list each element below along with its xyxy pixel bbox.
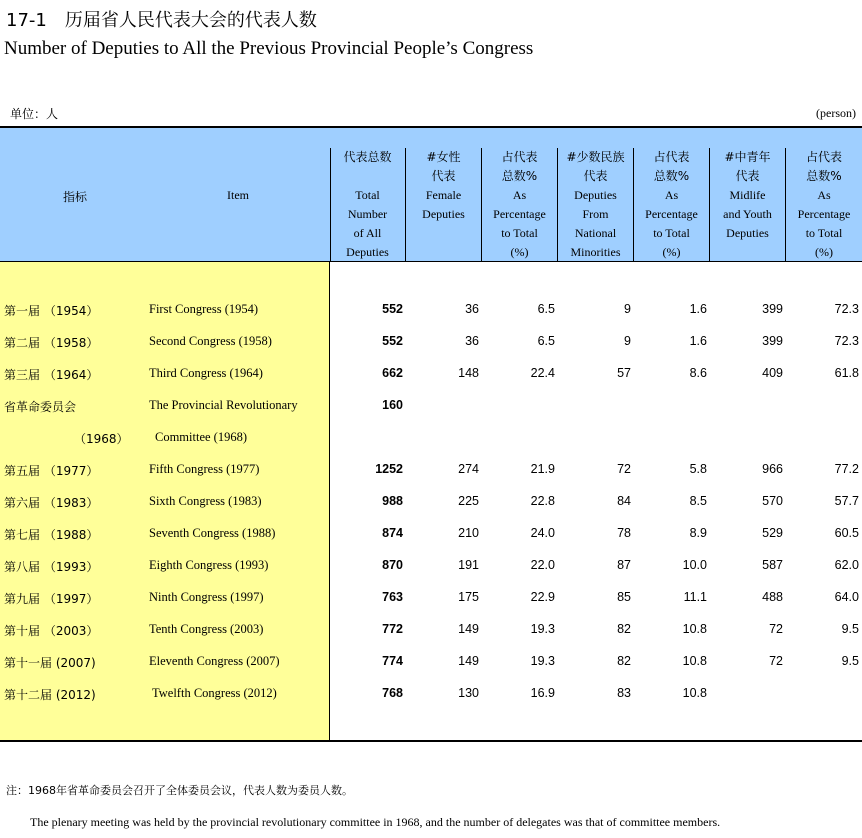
header-col-youth-pct-en: As Percentage to Total (%) bbox=[797, 188, 851, 259]
cell-minority: 87 bbox=[617, 558, 631, 572]
cell-female-pct: 19.3 bbox=[530, 622, 555, 636]
table-row bbox=[0, 398, 862, 418]
row-label-en: Third Congress (1964) bbox=[149, 366, 263, 380]
cell-female: 149 bbox=[458, 654, 479, 668]
row-label-cn: 第十一届 (2007) bbox=[4, 656, 96, 670]
cell-female-pct: 22.4 bbox=[530, 366, 555, 380]
cell-minority: 72 bbox=[617, 462, 631, 476]
cell-total: 1252 bbox=[375, 462, 403, 476]
note-en: The plenary meeting was held by the provincial revolutionary committee in 1968, and the number of delegates was that of committee members. bbox=[30, 815, 721, 829]
cell-youth: 399 bbox=[762, 334, 783, 348]
header-col-female-pct-cn: 占代表 总数% bbox=[501, 150, 538, 183]
row-label-cn: 第七届 （1988） bbox=[4, 528, 99, 542]
cell-minority: 82 bbox=[617, 622, 631, 636]
title-en: Number of Deputies to All the Previous Provincial People’s Congress bbox=[4, 38, 534, 59]
row-label-cn: 第三届 （1964） bbox=[4, 368, 99, 382]
cell-female: 210 bbox=[458, 526, 479, 540]
cell-total: 768 bbox=[382, 686, 403, 700]
header-col-youth-en: Midlife and Youth Deputies bbox=[723, 188, 772, 240]
unit-en: (person) bbox=[816, 106, 856, 120]
cell-female-pct: 22.8 bbox=[530, 494, 555, 508]
cell-youth: 409 bbox=[762, 366, 783, 380]
cell-minority-pct: 8.5 bbox=[689, 494, 707, 508]
row-label-cn: 第六届 （1983） bbox=[4, 496, 99, 510]
cell-female: 191 bbox=[458, 558, 479, 572]
cell-youth-pct: 60.5 bbox=[834, 526, 859, 540]
table-row bbox=[0, 366, 862, 386]
cell-youth-pct: 62.0 bbox=[834, 558, 859, 572]
table-row bbox=[0, 558, 862, 578]
cell-minority-pct: 1.6 bbox=[689, 334, 707, 348]
header-col-minority-en: Deputies From National Minorities bbox=[570, 188, 621, 259]
cell-youth-pct: 77.2 bbox=[834, 462, 859, 476]
cell-minority: 9 bbox=[624, 334, 631, 348]
cell-youth-pct: 9.5 bbox=[841, 654, 859, 668]
header-col-total bbox=[330, 148, 405, 262]
row-label-en: Seventh Congress (1988) bbox=[149, 526, 276, 540]
header-col-minority bbox=[558, 148, 633, 262]
cell-minority: 78 bbox=[617, 526, 631, 540]
row-label-en: Committee (1968) bbox=[155, 430, 247, 444]
cell-minority: 57 bbox=[617, 366, 631, 380]
cell-female: 175 bbox=[458, 590, 479, 604]
row-label-en: Eleventh Congress (2007) bbox=[149, 654, 280, 668]
header-col-female-pct bbox=[482, 148, 557, 262]
row-label-en: Second Congress (1958) bbox=[149, 334, 272, 348]
cell-minority-pct: 10.8 bbox=[682, 622, 707, 636]
row-label-en: First Congress (1954) bbox=[149, 302, 259, 316]
row-label-cn: 第二届 （1958） bbox=[4, 336, 99, 350]
cell-female-pct: 22.9 bbox=[530, 590, 555, 604]
cell-total: 772 bbox=[382, 622, 403, 636]
cell-youth-pct: 64.0 bbox=[834, 590, 859, 604]
cell-minority: 84 bbox=[617, 494, 631, 508]
row-label-cn: 第九届 （1997） bbox=[4, 592, 99, 606]
table-row bbox=[0, 654, 862, 674]
table-bottom-border bbox=[0, 740, 862, 742]
cell-minority: 85 bbox=[617, 590, 631, 604]
header-col-minority-pct bbox=[634, 148, 709, 262]
row-label-en: Twelfth Congress (2012) bbox=[152, 686, 277, 700]
table-row bbox=[0, 334, 862, 354]
cell-female-pct: 16.9 bbox=[530, 686, 555, 700]
cell-youth-pct: 57.7 bbox=[834, 494, 859, 508]
cell-youth: 72 bbox=[769, 654, 783, 668]
cell-female-pct: 21.9 bbox=[530, 462, 555, 476]
header-col-minority-pct-cn: 占代表 总数% bbox=[653, 150, 690, 183]
cell-total: 774 bbox=[382, 654, 403, 668]
cell-female-pct: 6.5 bbox=[537, 302, 555, 316]
table-row bbox=[0, 526, 862, 546]
row-label-en: Sixth Congress (1983) bbox=[149, 494, 262, 508]
row-label-en: Tenth Congress (2003) bbox=[149, 622, 264, 636]
cell-youth-pct: 9.5 bbox=[841, 622, 859, 636]
header-col-youth-pct-cn: 占代表 总数% bbox=[805, 150, 842, 183]
row-label-cn: 第十届 （2003） bbox=[4, 624, 99, 638]
cell-total: 160 bbox=[382, 398, 403, 412]
cell-female-pct: 6.5 bbox=[537, 334, 555, 348]
cell-total: 874 bbox=[382, 526, 403, 540]
cell-minority-pct: 1.6 bbox=[689, 302, 707, 316]
cell-minority-pct: 11.1 bbox=[683, 590, 707, 604]
table-row bbox=[0, 494, 862, 514]
cell-total: 662 bbox=[382, 366, 403, 380]
table-row bbox=[0, 430, 862, 450]
cell-total: 988 bbox=[382, 494, 403, 508]
cell-minority: 9 bbox=[624, 302, 631, 316]
cell-total: 763 bbox=[382, 590, 403, 604]
header-col-female bbox=[406, 148, 481, 224]
unit-cn: 单位：人 bbox=[10, 107, 59, 121]
header-col-female-cn: #女性 代表 bbox=[426, 150, 461, 183]
cell-youth: 529 bbox=[762, 526, 783, 540]
cell-female: 148 bbox=[458, 366, 479, 380]
cell-youth: 587 bbox=[762, 558, 783, 572]
cell-youth: 72 bbox=[769, 622, 783, 636]
cell-youth: 399 bbox=[762, 302, 783, 316]
header-col-youth-cn: #中青年 代表 bbox=[724, 150, 771, 183]
row-label-cn: 省革命委员会 bbox=[4, 400, 77, 414]
cell-minority: 82 bbox=[617, 654, 631, 668]
row-label-en: Ninth Congress (1997) bbox=[149, 590, 264, 604]
cell-female: 130 bbox=[458, 686, 479, 700]
title-cn: 17-1 历届省人民代表大会的代表人数 bbox=[6, 10, 317, 31]
cell-minority-pct: 8.6 bbox=[689, 366, 707, 380]
cell-youth: 570 bbox=[762, 494, 783, 508]
row-label-cn: 第五届 （1977） bbox=[4, 464, 99, 478]
cell-female-pct: 19.3 bbox=[530, 654, 555, 668]
table-row bbox=[0, 622, 862, 642]
header-item-en: Item bbox=[227, 188, 249, 202]
row-label-en: The Provincial Revolutionary bbox=[149, 398, 298, 412]
header-col-youth-pct bbox=[786, 148, 862, 262]
cell-minority-pct: 5.8 bbox=[689, 462, 707, 476]
cell-minority-pct: 10.0 bbox=[682, 558, 707, 572]
cell-total: 870 bbox=[382, 558, 403, 572]
cell-youth: 966 bbox=[762, 462, 783, 476]
header-col-youth bbox=[710, 148, 785, 243]
header-col-minority-cn: #少数民族 代表 bbox=[566, 150, 625, 183]
cell-female: 149 bbox=[458, 622, 479, 636]
cell-female: 274 bbox=[458, 462, 479, 476]
cell-total: 552 bbox=[382, 302, 403, 316]
header-col-total-en: Total Number of All Deputies bbox=[346, 188, 389, 259]
row-label-cn: （1968） bbox=[74, 432, 129, 446]
row-label-en: Eighth Congress (1993) bbox=[149, 558, 269, 572]
cell-female-pct: 24.0 bbox=[530, 526, 555, 540]
cell-minority: 83 bbox=[617, 686, 631, 700]
table-row bbox=[0, 302, 862, 322]
header-indicator-cn: 指标 bbox=[62, 190, 87, 204]
header-col-total-cn: 代表总数 bbox=[343, 150, 392, 164]
table-row bbox=[0, 462, 862, 482]
cell-youth-pct: 72.3 bbox=[834, 334, 859, 348]
table-row bbox=[0, 590, 862, 610]
row-label-cn: 第十二届 (2012) bbox=[4, 688, 96, 702]
cell-youth-pct: 72.3 bbox=[834, 302, 859, 316]
cell-female: 36 bbox=[465, 334, 479, 348]
header-col-female-pct-en: As Percentage to Total (%) bbox=[493, 188, 546, 259]
table-row bbox=[0, 686, 862, 706]
cell-total: 552 bbox=[382, 334, 403, 348]
cell-youth-pct: 61.8 bbox=[834, 366, 859, 380]
header-col-female-en: Female Deputies bbox=[422, 188, 465, 221]
cell-minority-pct: 10.8 bbox=[682, 686, 707, 700]
cell-minority-pct: 10.8 bbox=[682, 654, 707, 668]
cell-female: 225 bbox=[458, 494, 479, 508]
cell-female-pct: 22.0 bbox=[530, 558, 555, 572]
cell-youth: 488 bbox=[762, 590, 783, 604]
table-header bbox=[0, 126, 862, 262]
row-label-en: Fifth Congress (1977) bbox=[149, 462, 260, 476]
header-col-minority-pct-en: As Percentage to Total (%) bbox=[645, 188, 698, 259]
cell-female: 36 bbox=[465, 302, 479, 316]
cell-minority-pct: 8.9 bbox=[689, 526, 707, 540]
note-cn: 注：1968年省革命委员会召开了全体委员会议，代表人数为委员人数。 bbox=[6, 784, 353, 797]
row-label-cn: 第八届 （1993） bbox=[4, 560, 99, 574]
row-label-cn: 第一届 （1954） bbox=[4, 304, 99, 318]
